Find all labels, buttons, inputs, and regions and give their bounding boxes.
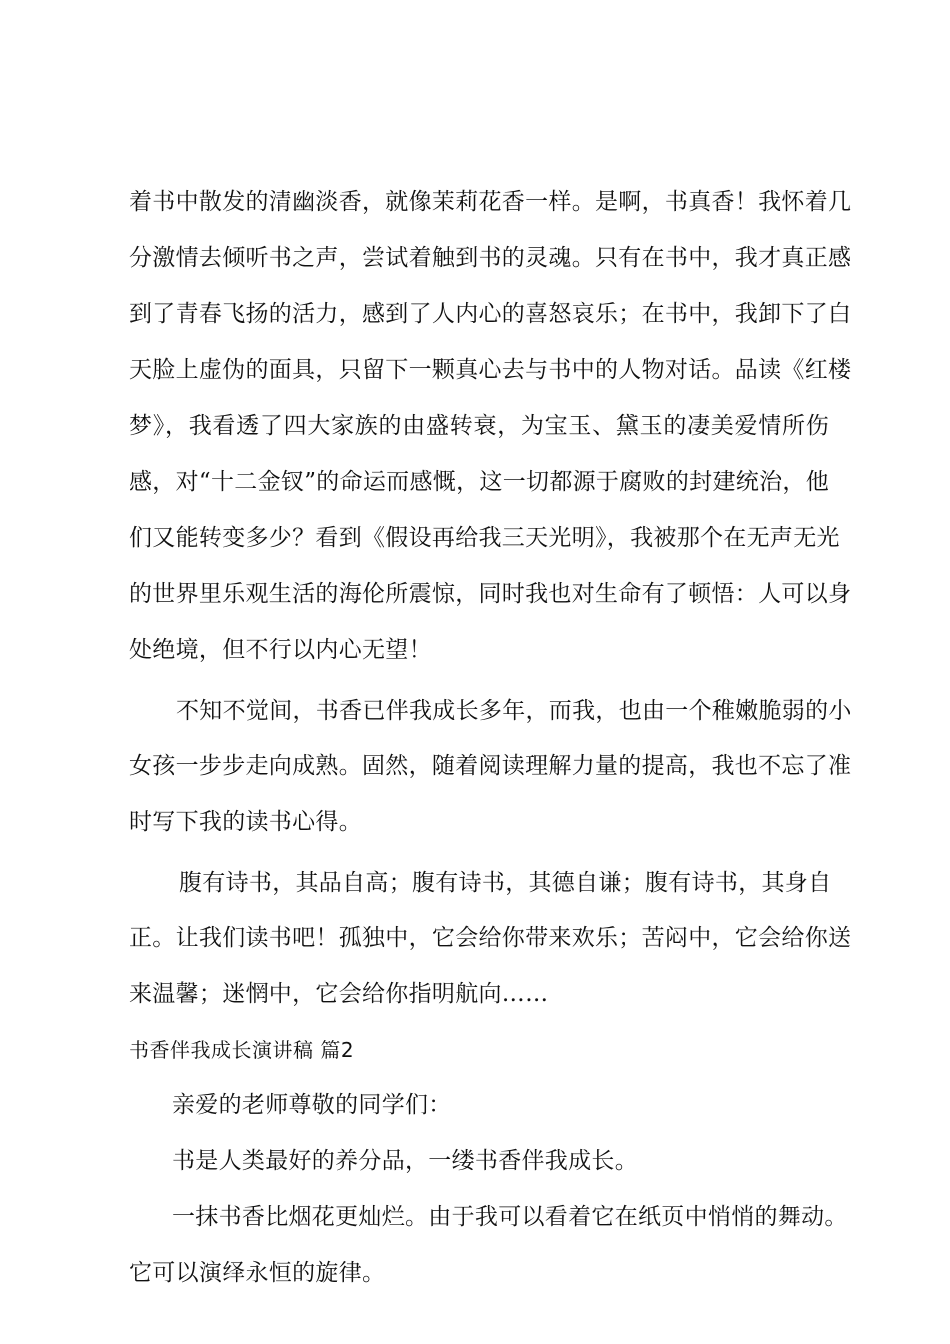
paragraph-line: 正。让我们读书吧！孤独中，它会给你带来欢乐；苦闷中，它会给你送 — [129, 925, 852, 951]
paragraph-line: 们又能转变多少？看到《假设再给我三天光明》，我被那个在无声无光 — [129, 525, 840, 551]
paragraph-line: 不知不觉间，书香已伴我成长多年，而我，也由一个稚嫩脆弱的小 — [176, 698, 852, 724]
paragraph-line: 天脸上虚伪的面具，只留下一颗真心去与书中的人物对话。品读《红楼 — [129, 357, 852, 383]
paragraph-line: 一抹书香比烟花更灿烂。由于我可以看着它在纸页中悄悄的舞动。 — [172, 1204, 848, 1230]
paragraph-line: 亲爱的老师尊敬的同学们： — [172, 1092, 452, 1118]
paragraph-line: 的世界里乐观生活的海伦所震惊，同时我也对生命有了顿悟：人可以身 — [129, 581, 852, 607]
paragraph-line: 处绝境，但不行以内心无望！ — [129, 637, 432, 663]
paragraph-line: 它可以演绎永恒的旋律。 — [129, 1260, 386, 1286]
paragraph-line: 着书中散发的清幽淡香，就像茉莉花香一样。是啊，书真香！我怀着几 — [129, 189, 852, 215]
paragraph-line: 书是人类最好的养分品，一缕书香伴我成长。 — [172, 1148, 638, 1174]
paragraph-line: 女孩一步步走向成熟。固然，随着阅读理解力量的提高，我也不忘了准 — [129, 753, 852, 779]
paragraph-line: 到了青春飞扬的活力，感到了人内心的喜怒哀乐；在书中，我卸下了白 — [129, 301, 852, 327]
paragraph-line: 梦》，我看透了四大家族的由盛转衰，为宝玉、黛玉的凄美爱情所伤 — [129, 413, 829, 439]
paragraph-line: 感，对“十二金钗”的命运而感慨，这一切都源于腐败的封建统治，他 — [129, 469, 829, 495]
section-heading: 书香伴我成长演讲稿 篇2 — [129, 1038, 355, 1062]
paragraph-line: 分激情去倾听书之声，尝试着触到书的灵魂。只有在书中，我才真正感 — [129, 245, 852, 271]
paragraph-line: 腹有诗书，其品自高；腹有诗书，其德自谦；腹有诗书，其身自 — [179, 870, 832, 896]
paragraph-line: 来温馨；迷惘中，它会给你指明航向…… — [129, 981, 549, 1007]
paragraph-line: 时写下我的读书心得。 — [129, 809, 362, 835]
